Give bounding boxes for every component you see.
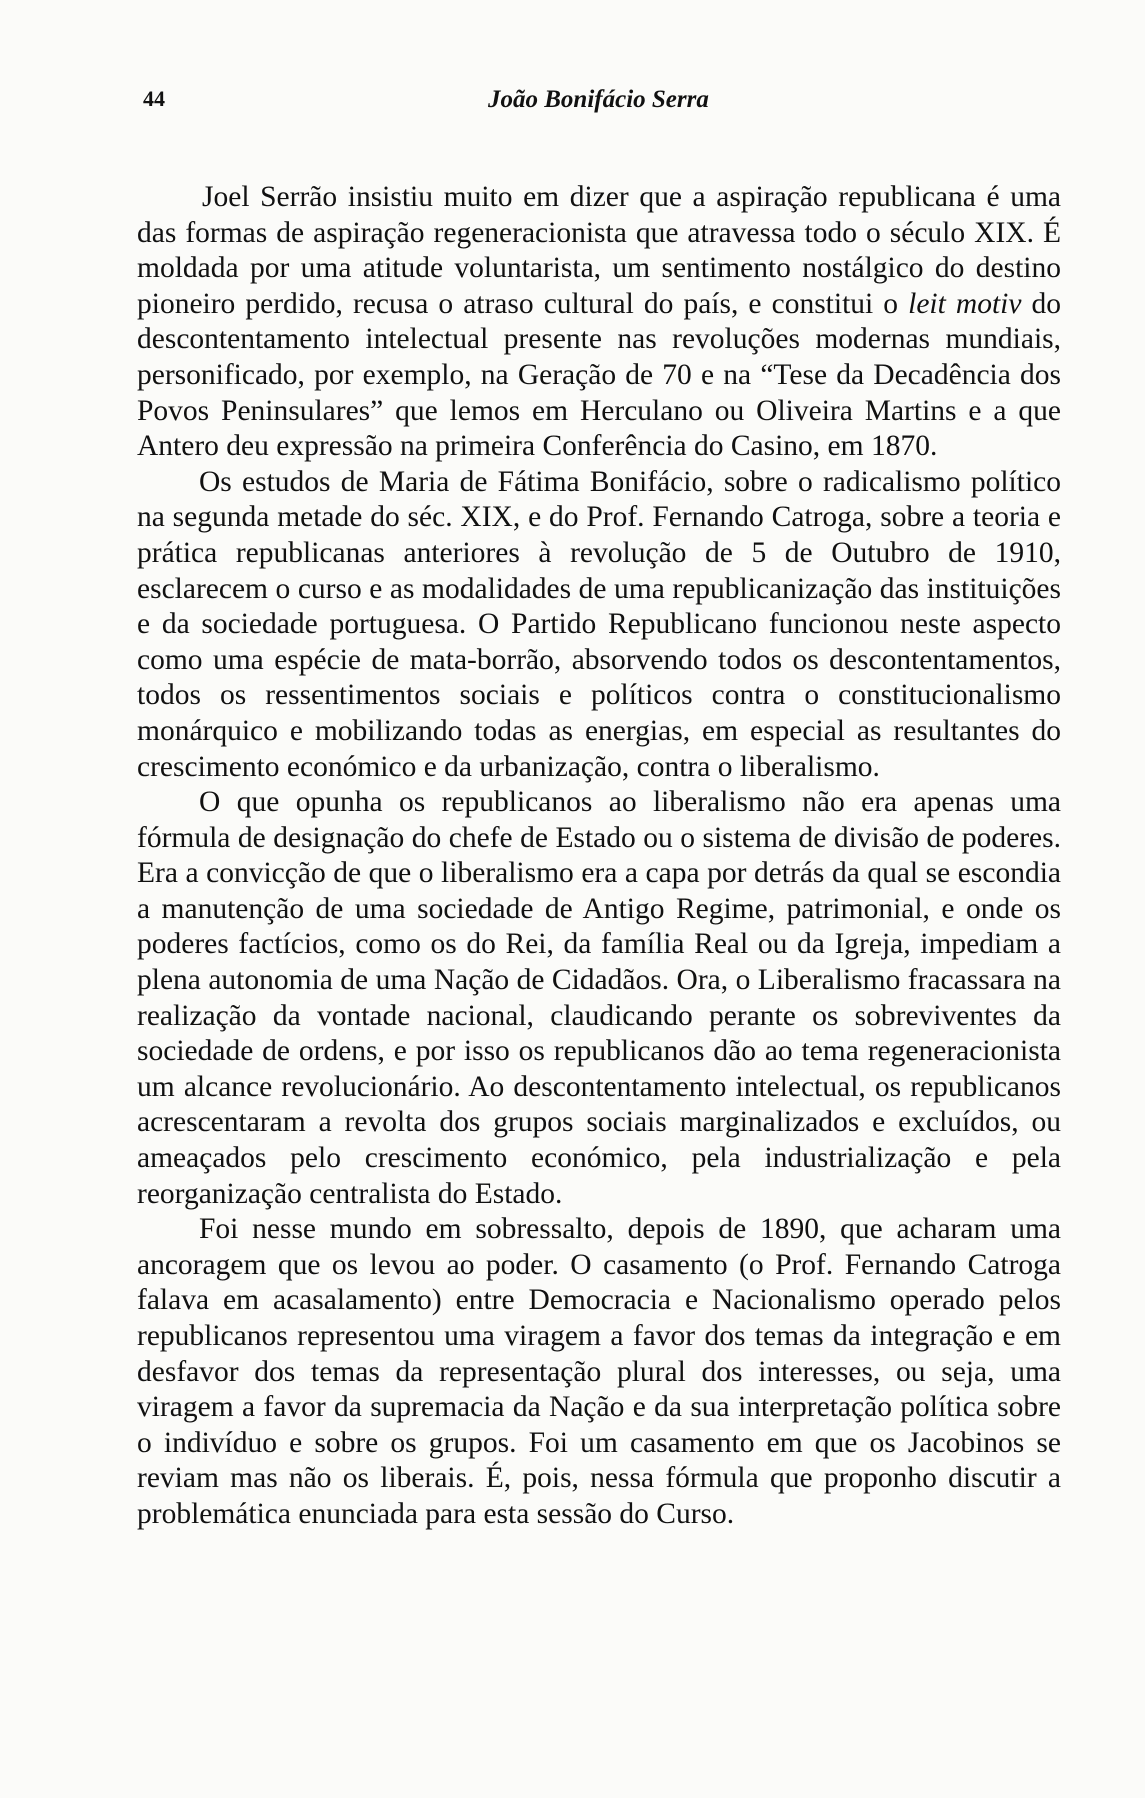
page-number: 44 <box>143 86 165 111</box>
text-run: Foi nesse mundo em sobressalto, depois de 1890, que acharam uma ancoragem que os levou ao poder. O casamento (o Prof. Fernando Catroga falava em acasalamento) entre Democracia e Nacionalismo operado pelos republicanos representou uma viragem a favor dos temas da integração e em desfavor dos temas da representação plural dos interesses, ou seja, uma viragem a favor da supremacia da Nação e da sua interpretação política sobre o indivíduo e sobre os grupos. Foi um casamento em que os Jacobinos se reviam mas não os liberais. É, pois, nessa fórmula que proponho discutir a problemática enunciada para esta sessão do Curso. <box>137 1213 1061 1530</box>
paragraph-1 <box>137 180 1061 465</box>
body-text <box>137 180 1061 1533</box>
text-run: O que opunha os republicanos ao liberalismo não era apenas uma fórmula de designação do chefe de Estado ou o sistema de divisão de poderes. Era a convicção de que o liberalismo era a capa por detrás da qual se escondia a manutenção de uma sociedade de Antigo Regime, patrimonial, e onde os poderes factícios, como os do Rei, da família Real ou da Igreja, impediam a plena autonomia de uma Nação de Cidadãos. Ora, o Liberalismo fracassara na realização da vontade nacional, claudicando perante os sobreviventes da sociedade de ordens, e por isso os republicanos dão ao tema regeneracionista um alcance revolucionário. Ao descontentamento intelectual, os republicanos acrescentaram a revolta dos grupos sociais marginalizados e excluídos, ou ameaçados pelo crescimento económico, pela industrialização e pela reorganização centralista do Estado. <box>137 786 1061 1210</box>
running-head <box>143 86 1063 120</box>
paragraph-3 <box>137 785 1061 1212</box>
paragraph-2 <box>137 465 1061 785</box>
text-run: Os estudos de Maria de Fátima Bonifácio, sobre o radicalismo político na segunda metade do séc. XIX, e do Prof. Fernando Catroga, sobre a teoria e prática republicanas anteriores à revolução de 5 de Outubro de 1910, esclarecem o curso e as modalidades de uma republicanização das instituições e da sociedade portuguesa. O Partido Republicano funcionou neste aspecto como uma espécie de mata-borrão, absorvendo todos os descontentamentos, todos os ressentimentos sociais e políticos contra o constitucionalismo monárquico e mobilizando todas as energias, em especial as resultantes do crescimento económico e da urbanização, contra o liberalismo. <box>137 465 1061 783</box>
italic-term: leit motiv <box>908 287 1022 320</box>
text-run: Joel Serrão insistiu muito em dizer que a aspiração republicana é uma das formas de aspiração regeneracionista que atravessa todo o século XIX. É moldada por uma atitude voluntarista, um sentimento nostálgico do destino pioneiro perdido, recusa o atraso cultural do país, e constitui o <box>137 181 1061 320</box>
paragraph-4 <box>137 1212 1061 1532</box>
text-run: do descontentamento intelectual presente nas revoluções modernas mundiais, personificado, por exemplo, na Geração de 70 e na “Tese da Decadência dos Povos Peninsulares” que lemos em Herculano ou Oliveira Martins e a que Antero deu expressão na primeira Conferência do Casino, em 1870. <box>137 287 1062 463</box>
running-title: João Bonifácio Serra <box>488 86 709 113</box>
